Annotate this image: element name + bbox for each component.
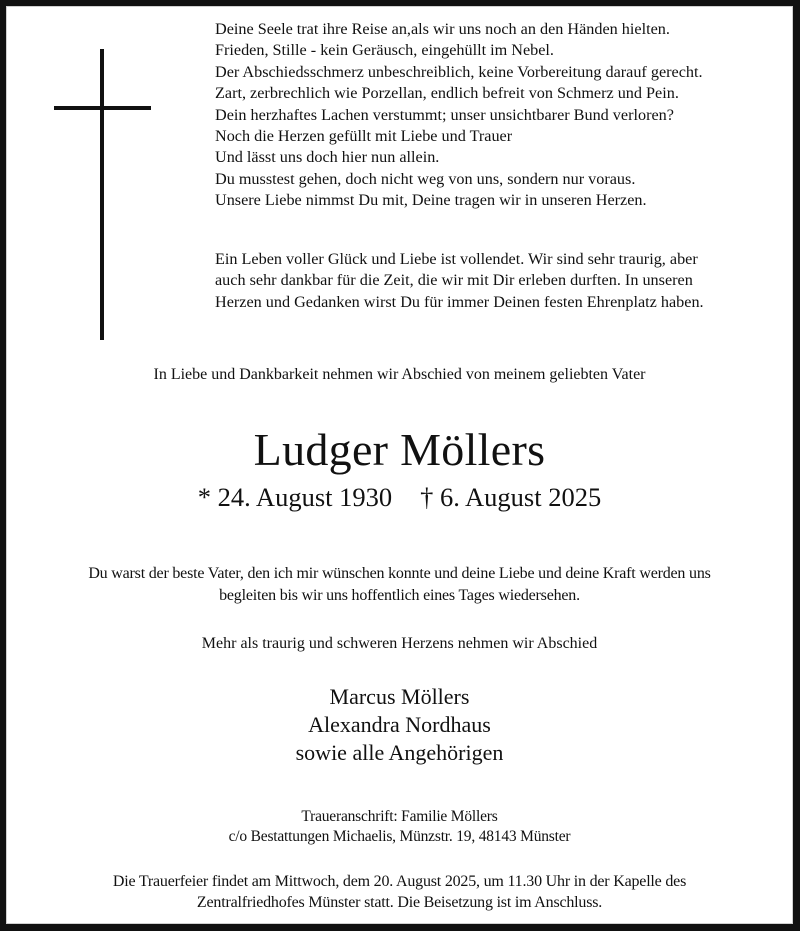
mourner-name: Alexandra Nordhaus xyxy=(308,712,491,737)
cross-vertical-bar xyxy=(100,49,104,340)
address-line: Traueranschrift: Familie Möllers xyxy=(301,808,498,825)
deceased-name: Ludger Möllers xyxy=(253,424,546,475)
tribute-paragraph xyxy=(215,249,785,313)
poem xyxy=(215,19,785,212)
quote-line: Du warst der beste Vater, den ich mir wünschen konnte und deine Liebe und deine Kraft werden uns xyxy=(88,565,711,582)
poem-line: Und lässt uns doch hier nun allein. xyxy=(215,148,440,167)
mourners-list xyxy=(6,683,793,767)
poem-line: Dein herzhaftes Lachen verstummt; unser unsichtbarer Bund verloren? xyxy=(215,105,674,124)
mourning-address xyxy=(6,807,793,847)
mourner-name: sowie alle Angehörigen xyxy=(295,740,504,765)
funeral-line: Die Trauerfeier findet am Mittwoch, dem 20. August 2025, um 11.30 Uhr in der Kapelle des xyxy=(112,873,687,890)
life-dates xyxy=(6,480,793,514)
funeral-line: Zentralfriedhofes Münster statt. Die Beisetzung ist im Anschluss. xyxy=(196,894,603,911)
poem-line: Noch die Herzen gefüllt mit Liebe und Trauer xyxy=(215,127,513,146)
birth-date: * 24. August 1930 xyxy=(197,482,393,512)
tribute-line: Herzen und Gedanken wirst Du für immer Deinen festen Ehrenplatz haben. xyxy=(215,292,704,311)
poem-line: Du musstest gehen, doch nicht weg von uns, sondern nur voraus. xyxy=(215,169,636,188)
cross-horizontal-bar xyxy=(54,106,151,110)
mourner-name: Marcus Möllers xyxy=(329,684,470,709)
quote-line: begleiten bis wir uns hoffentlich eines Tages wiedersehen. xyxy=(219,587,580,604)
address-line: c/o Bestattungen Michaelis, Münzstr. 19, 48143 Münster xyxy=(228,828,571,845)
tribute-line: Ein Leben voller Glück und Liebe ist vollendet. Wir sind sehr traurig, aber xyxy=(215,250,698,268)
intro-text: In Liebe und Dankbarkeit nehmen wir Abschied von meinem geliebten Vater xyxy=(153,366,646,383)
quote-paragraph xyxy=(6,563,793,607)
poem-line: Zart, zerbrechlich wie Porzellan, endlich befreit von Schmerz und Pein. xyxy=(215,84,679,103)
farewell-text: Mehr als traurig und schweren Herzens nehmen wir Abschied xyxy=(201,635,598,652)
funeral-info xyxy=(6,871,793,913)
poem-line: Deine Seele trat ihre Reise an,als wir uns noch an den Händen hielten. xyxy=(215,20,670,38)
poem-line: Unsere Liebe nimmst Du mit, Deine tragen wir in unseren Herzen. xyxy=(215,191,647,210)
poem-line: Der Abschiedsschmerz unbeschreiblich, keine Vorbereitung darauf gerecht. xyxy=(215,62,703,81)
tribute-line: auch sehr dankbar für die Zeit, die wir mit Dir erleben durften. In unseren xyxy=(215,271,693,290)
poem-line: Frieden, Stille - kein Geräusch, eingehüllt im Nebel. xyxy=(215,41,554,60)
death-date: † 6. August 2025 xyxy=(420,482,602,512)
